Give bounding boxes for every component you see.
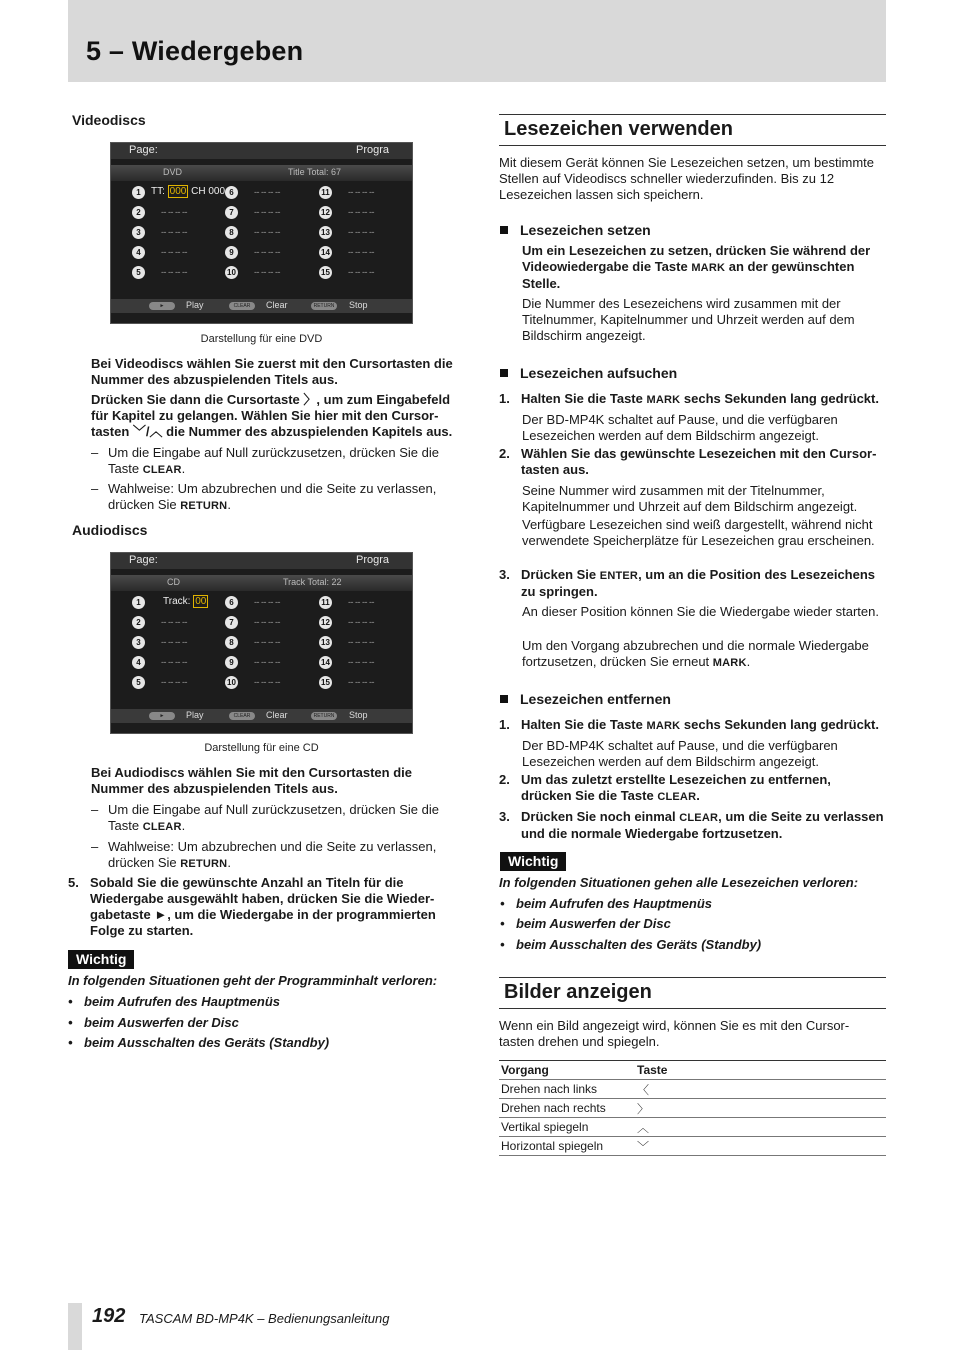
slot-empty: -- -- -- -- [254,617,280,627]
slot-number: 15 [319,676,332,689]
table-header-row [499,1061,886,1080]
slot-number: 7 [225,206,238,219]
program-label: Progra [356,554,390,566]
page-label: Page: [129,554,158,566]
slot-empty: -- -- -- -- [254,187,280,197]
slot-number: 12 [319,616,332,629]
dvd-caption: Darstellung für eine DVD [200,333,323,345]
program-slots [111,593,412,703]
footer-text: TASCAM BD-MP4K – Bedienungsanleitung [139,1311,390,1326]
slot-empty: -- -- -- -- [348,597,374,607]
play-icon: ► [154,907,168,922]
slot-number: 9 [225,246,238,259]
program-slot[interactable] [132,226,222,240]
slot-number: 11 [319,186,332,199]
play-label: Play [186,710,204,720]
audiodiscs-heading: Audiodiscs [72,522,148,538]
video-instruction-1: Bei Videodiscs wählen Sie zuerst mit den Cursortasten die Nummer des abzuspielenden Titels aus. [91,356,453,387]
total-label: Track Total: 22 [283,577,342,587]
slot-number: 5 [132,676,145,689]
slot-empty: -- -- -- -- [348,187,374,197]
program-slot[interactable] [132,636,222,650]
slot-value: Track: 00 [163,596,207,607]
find-step-1-text: Der BD-MP4K schaltet auf Pause, und die verfügbaren Lesezeichen werden auf dem Bildschirm angezeigt. [522,412,838,443]
chapter-title: 5 – Wiedergeben [86,36,304,66]
program-slot[interactable] [132,596,222,610]
slot-number: 1 [132,596,145,609]
wichtig-intro: In folgenden Situationen geht der Programminhalt verloren: [68,973,438,988]
slot-number: 9 [225,656,238,669]
page-label: Page: [129,144,158,156]
slot-empty: -- -- -- -- [161,227,187,237]
slot-empty: -- -- -- -- [348,657,374,667]
program-slot[interactable] [225,656,315,670]
slot-number: 6 [225,186,238,199]
find-step-3-text-1: An dieser Position können Sie die Wiedergabe wieder starten. [522,604,879,619]
slot-empty: -- -- -- -- [348,267,374,277]
slot-number: 7 [225,616,238,629]
clear-key-icon: CLEAR [229,712,255,720]
program-slots [111,183,412,293]
slot-empty: -- -- -- -- [161,637,187,647]
dvd-program-screen [110,142,413,324]
delete-step-1-text: Der BD-MP4K schaltet auf Pause, und die verfügbaren Lesezeichen werden auf dem Bildschirm angezeigt. [522,738,838,769]
images-intro: Wenn ein Bild angezeigt wird, können Sie es mit den Cursor-tasten drehen und spiegeln. [499,1018,850,1049]
screen-sub-bar [111,165,412,181]
slot-empty: -- -- -- -- [254,247,280,257]
program-slot[interactable] [319,596,409,610]
program-slot[interactable] [132,656,222,670]
slot-number: 10 [225,266,238,279]
program-slot[interactable] [319,616,409,630]
square-bullet-icon [500,226,508,234]
program-slot[interactable] [319,266,409,280]
cursor-right-icon: 〉 [303,392,317,407]
program-slot[interactable] [225,616,315,630]
slot-empty: -- -- -- -- [254,657,280,667]
slot-number: 4 [132,656,145,669]
cursor-up-down-icon: ﹀/︿ [132,424,163,439]
column-header: Vorgang [499,1061,635,1080]
slot-number: 2 [132,616,145,629]
total-label: Title Total: 67 [288,167,342,177]
slot-number: 14 [319,656,332,669]
wichtig-label: Wichtig [500,852,566,871]
slot-number: 10 [225,676,238,689]
program-slot[interactable] [225,246,315,260]
wichtig-label: Wichtig [68,950,134,969]
slot-empty: -- -- -- -- [348,677,374,687]
slot-number: 5 [132,266,145,279]
clear-label: Clear [266,300,288,310]
table-cell: Drehen nach links [499,1080,635,1099]
slot-empty: -- -- -- -- [348,617,374,627]
slot-number: 8 [225,636,238,649]
slot-number: 6 [225,596,238,609]
set-instruction: Um ein Lesezeichen zu setzen, drücken Sie während der Videowiedergabe die Taste MARK an der gewünschten Stelle. [522,243,871,291]
find-step-3-text-2: Um den Vorgang abzubrechen und die normale Wiedergabe fortzusetzen, drücken Sie erneut MARK. [522,638,869,669]
table-cell: Horizontal spiegeln [499,1137,635,1156]
slot-number: 3 [132,636,145,649]
audio-instruction: Bei Audiodiscs wählen Sie mit den Cursortasten die Nummer des abzuspielenden Titels aus. [91,765,412,796]
table-row [499,1137,886,1156]
cd-caption: Darstellung für eine CD [204,742,319,754]
cursor-right-icon: 〉 [635,1099,886,1118]
table-row [499,1099,886,1118]
program-slot[interactable] [225,186,315,200]
program-slot[interactable] [319,246,409,260]
program-slot[interactable] [225,596,315,610]
program-slot[interactable] [225,676,315,690]
slot-empty: -- -- -- -- [254,597,280,607]
cd-program-screen [110,552,413,734]
program-slot[interactable] [225,266,315,280]
find-step-2-text-1: Seine Nummer wird zusammen mit der Titelnummer, Kapitelnummer und Uhrzeit auf dem Bildschirm angezeigt. [522,483,858,514]
slot-empty: -- -- -- -- [348,207,374,217]
cursor-left-icon: 〈 [635,1080,886,1099]
cursor-down-icon: ﹀ [635,1137,886,1156]
find-step-2-text-2: Verfügbare Lesezeichen sind weiß dargestellt, während nicht verwendete Speicherplätze für Lesezeichen grau erscheinen. [522,517,875,548]
slot-empty: -- -- -- -- [161,267,187,277]
return-key-icon: RETURN [311,302,337,310]
videodiscs-heading: Videodiscs [72,112,146,128]
screen-title-bar [111,143,412,159]
table-row [499,1080,886,1099]
slot-empty: -- -- -- -- [348,637,374,647]
program-slot[interactable] [319,206,409,220]
column-header: Taste [635,1061,886,1080]
page-number: 192 [92,1305,126,1327]
program-slot[interactable] [132,246,222,260]
slot-number: 1 [132,186,145,199]
square-bullet-icon [500,695,508,703]
slot-number: 8 [225,226,238,239]
square-bullet-icon [500,369,508,377]
wichtig-intro: In folgenden Situationen gehen alle Lesezeichen verloren: [499,875,859,890]
return-key-icon: RETURN [311,712,337,720]
video-instruction-2: Drücken Sie dann die Cursortaste 〉, um zum Eingabefeld für Kapitel zu gelangen. Wählen Sie hier mit den Cursor- tasten ﹀/︿ die Nummer des abzuspielenden Kapitels aus. [91,392,453,439]
program-slot[interactable] [319,226,409,240]
program-label: Progra [356,144,390,156]
slot-empty: -- -- -- -- [254,227,280,237]
bookmarks-intro: Mit diesem Gerät können Sie Lesezeichen setzen, um bestimmte Stellen auf Videodiscs schneller wiederzufinden. Bis zu 12 Lesezeichen lassen sich speichern. [499,155,875,202]
table-cell: Drehen nach rechts [499,1099,635,1118]
clear-key-icon: CLEAR [229,302,255,310]
program-slot[interactable] [225,636,315,650]
image-operations-table [499,1060,886,1156]
section-heading-images: Bilder anzeigen [499,977,886,1009]
table-row [499,1118,886,1137]
slot-number: 13 [319,636,332,649]
clear-label: Clear [266,710,288,720]
play-key-icon: ► [149,302,175,310]
stop-label: Stop [349,300,368,310]
footer-band [68,1303,82,1350]
play-key-icon: ► [149,712,175,720]
slot-empty: -- -- -- -- [161,657,187,667]
program-slot[interactable] [319,676,409,690]
table-cell: Vertikal spiegeln [499,1118,635,1137]
disc-type-label: CD [167,577,180,587]
program-slot[interactable] [132,616,222,630]
slot-number: 14 [319,246,332,259]
screen-sub-bar [111,575,412,591]
slot-number: 11 [319,596,332,609]
screen-key-guide [111,299,412,313]
slot-empty: -- -- -- -- [254,677,280,687]
slot-number: 3 [132,226,145,239]
slot-number: 4 [132,246,145,259]
cursor-up-icon: ︿ [635,1118,886,1137]
slot-empty: -- -- -- -- [254,207,280,217]
disc-type-label: DVD [163,167,183,177]
set-description: Die Nummer des Lesezeichens wird zusammen mit der Titelnummer, Kapitelnummer und Uhrzeit werden auf dem Bildschirm angezeigt. [522,296,855,343]
program-slot[interactable] [132,186,226,200]
slot-number: 12 [319,206,332,219]
program-slot[interactable] [225,226,315,240]
stop-label: Stop [349,710,368,720]
program-slot[interactable] [319,636,409,650]
program-slot[interactable] [225,206,315,220]
slot-empty: -- -- -- -- [161,617,187,627]
slot-empty: -- -- -- -- [254,267,280,277]
slot-value: TT: 000 CH 000 [151,186,226,197]
slot-empty: -- -- -- -- [348,227,374,237]
slot-empty: -- -- -- -- [161,247,187,257]
screen-title-bar [111,553,412,569]
slot-empty: -- -- -- -- [254,637,280,647]
slot-number: 13 [319,226,332,239]
play-label: Play [186,300,204,310]
slot-empty: -- -- -- -- [348,247,374,257]
slot-empty: -- -- -- -- [161,677,187,687]
section-heading-bookmarks: Lesezeichen verwenden [499,114,886,146]
screen-key-guide [111,709,412,723]
program-slot[interactable] [132,266,222,280]
slot-number: 15 [319,266,332,279]
program-slot[interactable] [319,656,409,670]
program-slot[interactable] [319,186,409,200]
program-slot[interactable] [132,676,222,690]
slot-empty: -- -- -- -- [161,207,187,217]
slot-number: 2 [132,206,145,219]
program-slot[interactable] [132,206,222,220]
